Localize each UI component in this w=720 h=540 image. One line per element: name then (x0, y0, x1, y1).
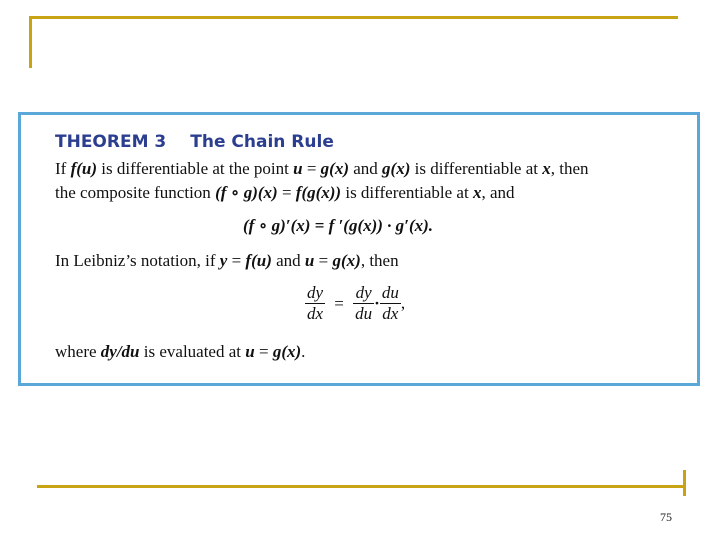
text: where (55, 342, 101, 361)
bottom-rule (37, 485, 685, 488)
top-rule (30, 16, 678, 19)
text: . (301, 342, 306, 361)
math: u (245, 342, 255, 361)
text: = (302, 159, 321, 178)
denominator: du (355, 304, 373, 323)
fraction-du-dx (380, 283, 401, 324)
comma: , (400, 293, 406, 313)
leibniz-formula (305, 283, 405, 324)
text: If (55, 159, 71, 178)
text: is differentiable at the point (97, 159, 294, 178)
text: In Leibniz’s notation, if (55, 251, 220, 270)
theorem-box (18, 112, 700, 386)
text: = (227, 251, 246, 270)
text: the composite function (55, 183, 216, 202)
theorem-line-1 (55, 159, 589, 179)
right-rule (683, 470, 686, 496)
theorem-label: THEOREM 3 (55, 132, 167, 152)
left-rule (29, 16, 32, 68)
text: is evaluated at (139, 342, 246, 361)
math: u (293, 159, 303, 178)
theorem-name: The Chain Rule (190, 132, 334, 152)
leibniz-line (55, 251, 399, 271)
math: g(x) (382, 159, 411, 178)
text: = (277, 183, 296, 202)
denominator: dx (382, 304, 399, 323)
math: y (219, 251, 228, 270)
fraction-dy-du (353, 283, 374, 324)
denominator: dx (307, 304, 324, 323)
dot: · (374, 293, 380, 313)
numerator: dy (353, 283, 374, 304)
math: g(x) (332, 251, 361, 270)
math: g(x) (320, 159, 349, 178)
chain-rule-formula: (f ∘ g)′(x) = f ′(g(x)) · g′(x). (243, 216, 434, 235)
theorem-line-2 (55, 183, 515, 203)
math: x (542, 159, 551, 178)
equals: = (334, 293, 344, 313)
math: g(x) (272, 342, 302, 361)
text: and (271, 251, 305, 270)
math: u (304, 251, 315, 270)
math: f(u) (245, 251, 272, 270)
text: , and (481, 183, 515, 202)
math: f(u) (70, 159, 98, 178)
math: x (472, 183, 482, 202)
fraction-dy-dx (305, 283, 325, 324)
theorem-header (55, 132, 334, 152)
where-line (55, 342, 305, 362)
numerator: dy (307, 283, 324, 302)
text: = (314, 251, 333, 270)
math: dy/du (100, 342, 140, 361)
text: = (254, 342, 273, 361)
numerator: du (381, 283, 399, 302)
math: f(g(x)) (295, 183, 342, 202)
text: is differentiable at (410, 159, 543, 178)
page-number: 75 (660, 510, 672, 524)
text: , then (550, 159, 589, 178)
text: is differentiable at (341, 183, 473, 202)
math: (f ∘ g)(x) (215, 183, 278, 202)
text: and (349, 159, 383, 178)
text: , then (360, 251, 399, 270)
